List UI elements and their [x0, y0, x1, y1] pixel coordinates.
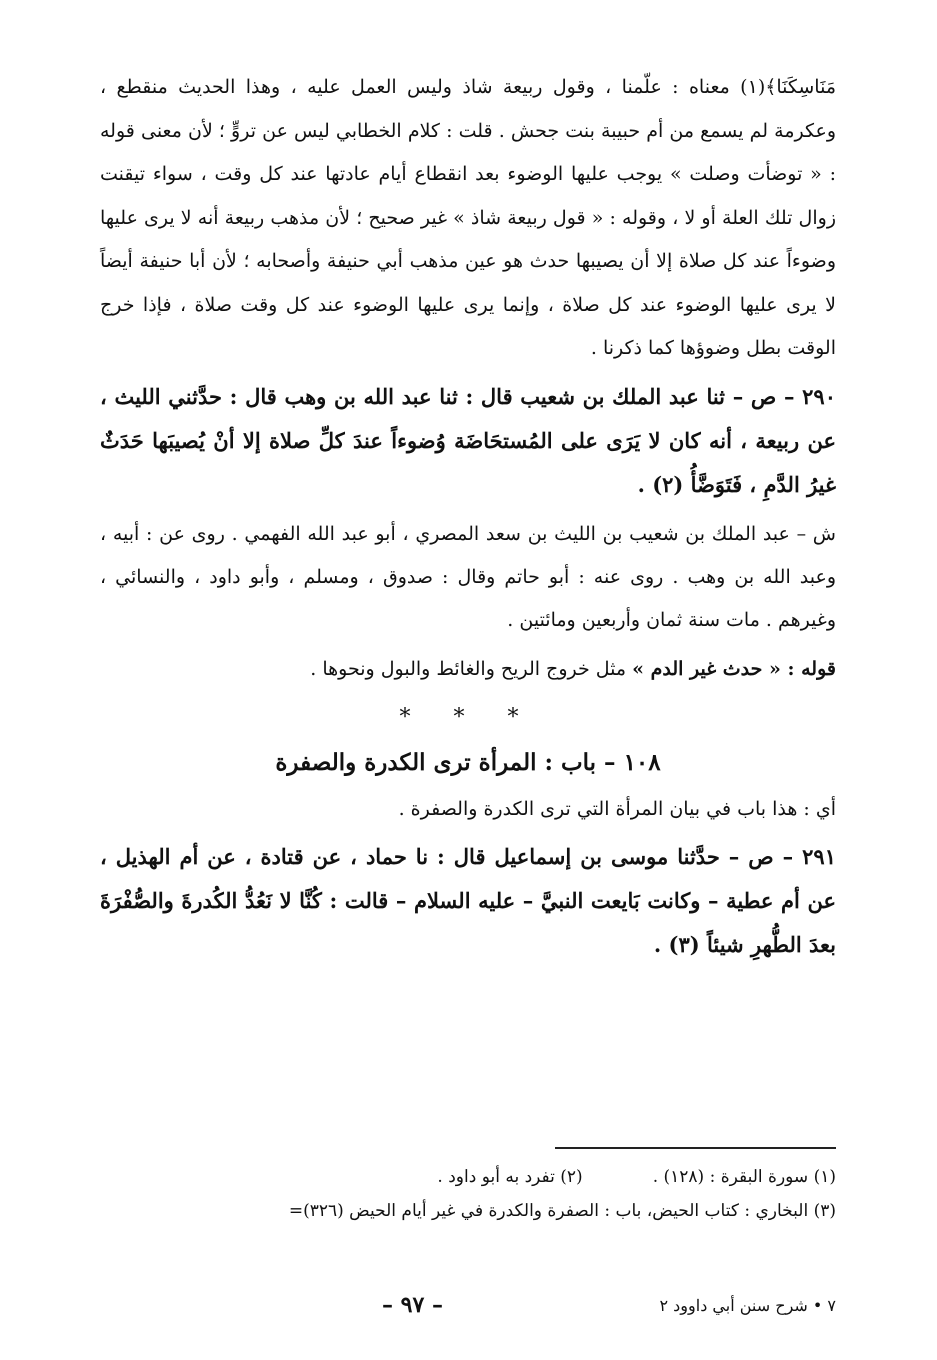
footnotes [100, 1160, 836, 1228]
footnote-1: (١) سورة البقرة : (١٢٨) . [652, 1167, 836, 1187]
explanation-text: مثل خروج الريح والغائط والبول ونحوها . [310, 657, 633, 680]
chapter-heading: ١٠٨ – باب : المرأة ترى الكدرة والصفرة [275, 748, 661, 776]
page-number: – ٩٧ – [382, 1292, 443, 1318]
paragraph-narrator-bio: ش – عبد الملك بن شعيب بن الليث بن سعد المصري ، أبو عبد الله الفهمي . روى عن : أبيه ، وعبد الله بن وهب . روى عنه : أبو حاتم وقال : صدوق ، ومسلم ، وأبو داود ، والنسائي ، وغيرهم . مات سنة ثمان وأربعين ومائتين . [100, 522, 836, 631]
footnote-3: (٣) البخاري : كتاب الحيض، باب : الصفرة والكدرة في غير أيام الحيض (٣٢٦)= [288, 1201, 836, 1221]
footnote-row [100, 1194, 836, 1228]
section-separator-stars: * * * [399, 704, 537, 730]
paragraph-commentary: مَنَاسِكَنَا﴾(١) معناه : علّمنا ، وقول ربيعة شاذ وليس العمل عليه ، وهذا الحديث منقطع ، وعكرمة لم يسمع من أم حبيبة بنت جحش . قلت : كلام الخطابي ليس عن تروٍّ ؛ لأن معنى قوله : « توضأت وصلت » يوجب عليها الوضوء بعد انقطاع أيام عادتها عند كل وقت ، سواء تيقنت زوال تلك العلة أو لا ، وقوله : « قول ربيعة شاذ » غير صحيح ؛ لأن مذهب ربيعة أنه لا يرى عليها وضوءاً عند كل صلاة إلا أن يصيبها حدث هو عين مذهب أبي حنيفة وأصحابه ؛ لأن أبا حنيفة أيضاً لا يرى عليها الوضوء عند كل صلاة ، وإنما يرى عليها الوضوء عند كل وقت صلاة ، فإذا خرج الوقت بطل وضوؤها كما ذكرنا . [100, 76, 836, 359]
page-body [100, 66, 836, 967]
paragraph-chapter-intro: أي : هذا باب في بيان المرأة التي ترى الكدرة والصفرة . [398, 797, 836, 820]
page-footer [100, 1292, 836, 1326]
footnote-divider [555, 1147, 836, 1149]
quoted-phrase: قوله : « حدث غير الدم » [632, 657, 836, 680]
book-reference: ٧ • شرح سنن أبي داوود ٢ [659, 1296, 836, 1315]
paragraph-explanation [100, 648, 836, 691]
footnote-2: (٢) تفرد به أبو داود . [437, 1167, 583, 1187]
footnote-row [100, 1160, 836, 1194]
hadith-290: ٢٩٠ – ص – ثنا عبد الملك بن شعيب قال : ثنا عبد الله بن وهب قال : حدَّثني الليث ، عن ربيعة ، أنه كان لا يَرَى على المُستحَاضَة وُضوءاً عندَ كلِّ صلاة إلا أنْ يُصيبَها حَدَثٌ غيرُ الدَّمِ ، فَتَوَضَّأُ (٢) . [100, 383, 836, 497]
hadith-291: ٢٩١ – ص – حدَّثنا موسى بن إسماعيل قال : نا حماد ، عن قتادة ، عن أم الهذيل ، عن أم عطية – وكانت بَايعت النبيَّ – عليه السلام – قالت : كُنَّا لا نَعُدُّ الكُدرةَ والصُّفْرَةَ بعدَ الطُّهرِ شيئاً (٣) . [100, 843, 836, 957]
